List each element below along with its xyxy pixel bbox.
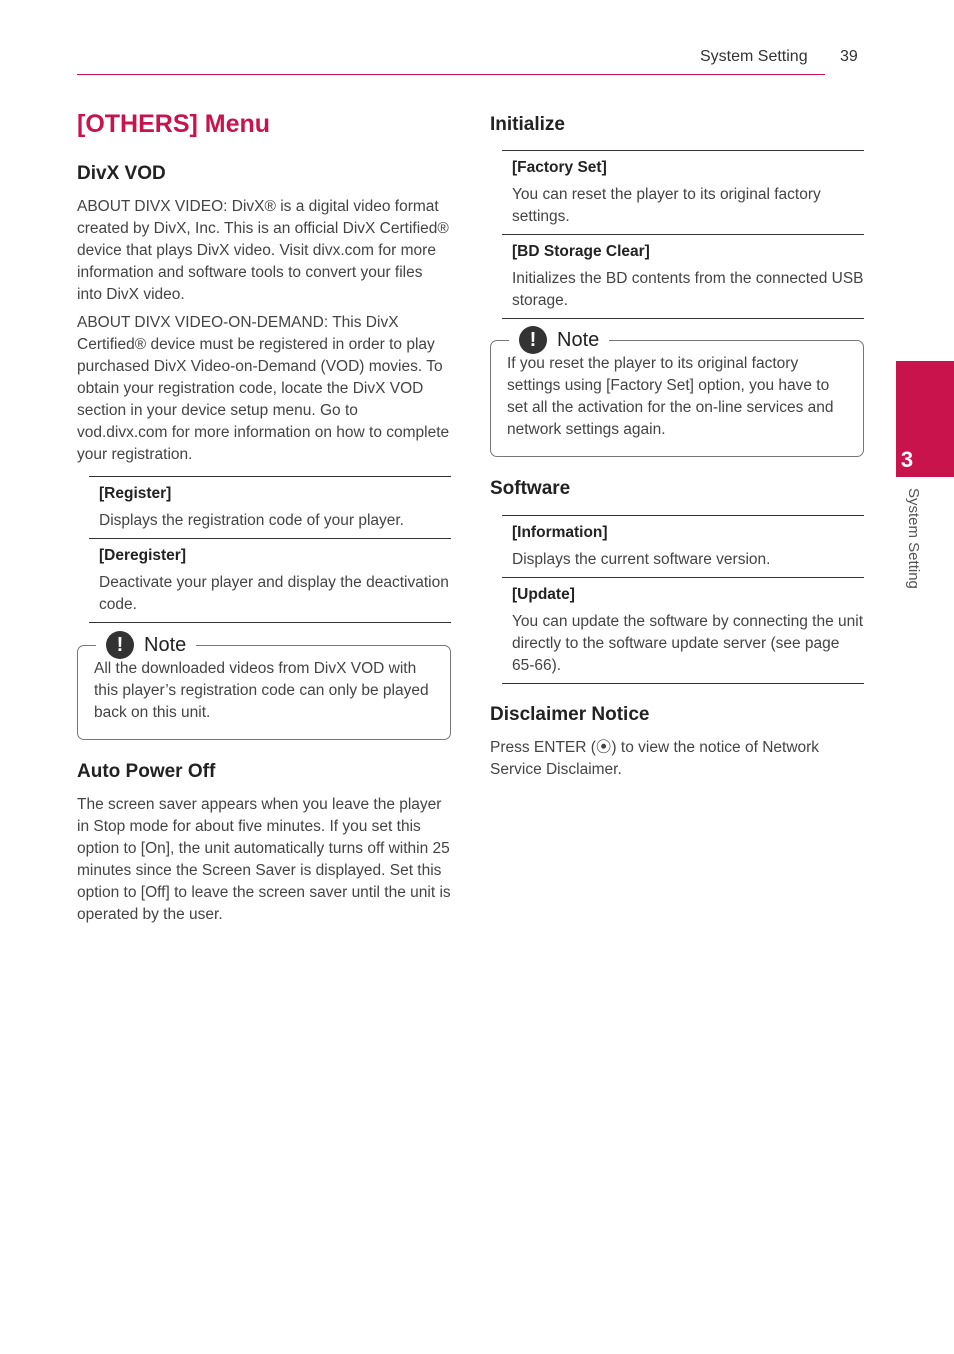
note-text: If you reset the player to its original factory settings using [Factory Set] option, you have to set all the activation for the on-line services and network settings again. xyxy=(507,355,834,438)
software-heading: Software xyxy=(490,478,571,499)
note-header xyxy=(96,630,196,660)
option-term: [Deregister] xyxy=(99,547,186,564)
divx-note-box xyxy=(77,633,451,740)
chapter-label: System Setting xyxy=(905,488,922,589)
software-options-list xyxy=(502,515,864,684)
option-description: Displays the registration code of your player. xyxy=(99,512,404,529)
disclaimer-text: Press ENTER (⦿) to view the notice of Network Service Disclaimer. xyxy=(490,739,820,778)
option-deregister xyxy=(89,538,451,623)
option-description: You can reset the player to its original factory settings. xyxy=(512,186,821,225)
chapter-number: 3 xyxy=(900,447,914,472)
header-rule xyxy=(77,74,825,75)
option-term: [Register] xyxy=(99,485,172,502)
page-number: 39 xyxy=(840,48,858,65)
option-description: Deactivate your player and display the deactivation code. xyxy=(99,574,449,613)
note-title: Note xyxy=(144,633,187,656)
exclamation-icon: ! xyxy=(106,631,134,659)
option-register xyxy=(89,476,451,538)
note-title: Note xyxy=(557,328,600,351)
divx-paragraph-1: ABOUT DIVX VIDEO: DivX® is a digital video format created by DivX, Inc. This is an official DivX Certified® device that plays DivX video. Visit divx.com for more information and software tools to convert your files into DivX video. xyxy=(77,198,449,303)
chapter-tab xyxy=(896,361,954,477)
initialize-note-box xyxy=(490,328,864,457)
exclamation-icon: ! xyxy=(519,326,547,354)
auto-power-off-text: The screen saver appears when you leave the player in Stop mode for about five minutes. If you set this option to [On], the unit automatically turns off within 25 minutes since the Screen Saver is displayed. Set this option to [Off] to leave the screen saver until the unit is operated by the user. xyxy=(77,796,451,923)
option-term: [Information] xyxy=(512,524,608,541)
option-bd-storage-clear xyxy=(502,234,864,319)
disclaimer-heading: Disclaimer Notice xyxy=(490,704,650,725)
option-term: [Update] xyxy=(512,586,575,603)
header-section-name: System Setting xyxy=(700,48,808,65)
option-term: [Factory Set] xyxy=(512,159,607,176)
option-update xyxy=(502,577,864,684)
note-header xyxy=(509,325,609,355)
note-text: All the downloaded videos from DivX VOD with this player’s registration code can only be played back on this unit. xyxy=(94,660,429,721)
initialize-heading: Initialize xyxy=(490,114,565,135)
option-description: You can update the software by connecting the unit directly to the software update server (see page 65-66). xyxy=(512,613,864,674)
auto-power-off-heading: Auto Power Off xyxy=(77,761,216,782)
option-description: Initializes the BD contents from the connected USB storage. xyxy=(512,270,864,309)
initialize-options-list xyxy=(502,150,864,319)
divx-options-list xyxy=(89,476,451,623)
divx-paragraph-2: ABOUT DIVX VIDEO-ON-DEMAND: This DivX Certified® device must be registered in order to play purchased DivX Video-on-Demand (VOD) movies. To obtain your registration code, locate the DivX VOD section in your device setup menu. Go to vod.divx.com for more information on how to complete your registration. xyxy=(77,314,450,463)
page-title: [OTHERS] Menu xyxy=(77,110,271,138)
option-term: [BD Storage Clear] xyxy=(512,243,650,260)
option-information xyxy=(502,515,864,577)
divx-vod-heading: DivX VOD xyxy=(77,163,166,184)
option-description: Displays the current software version. xyxy=(512,551,771,568)
option-factory-set xyxy=(502,150,864,234)
